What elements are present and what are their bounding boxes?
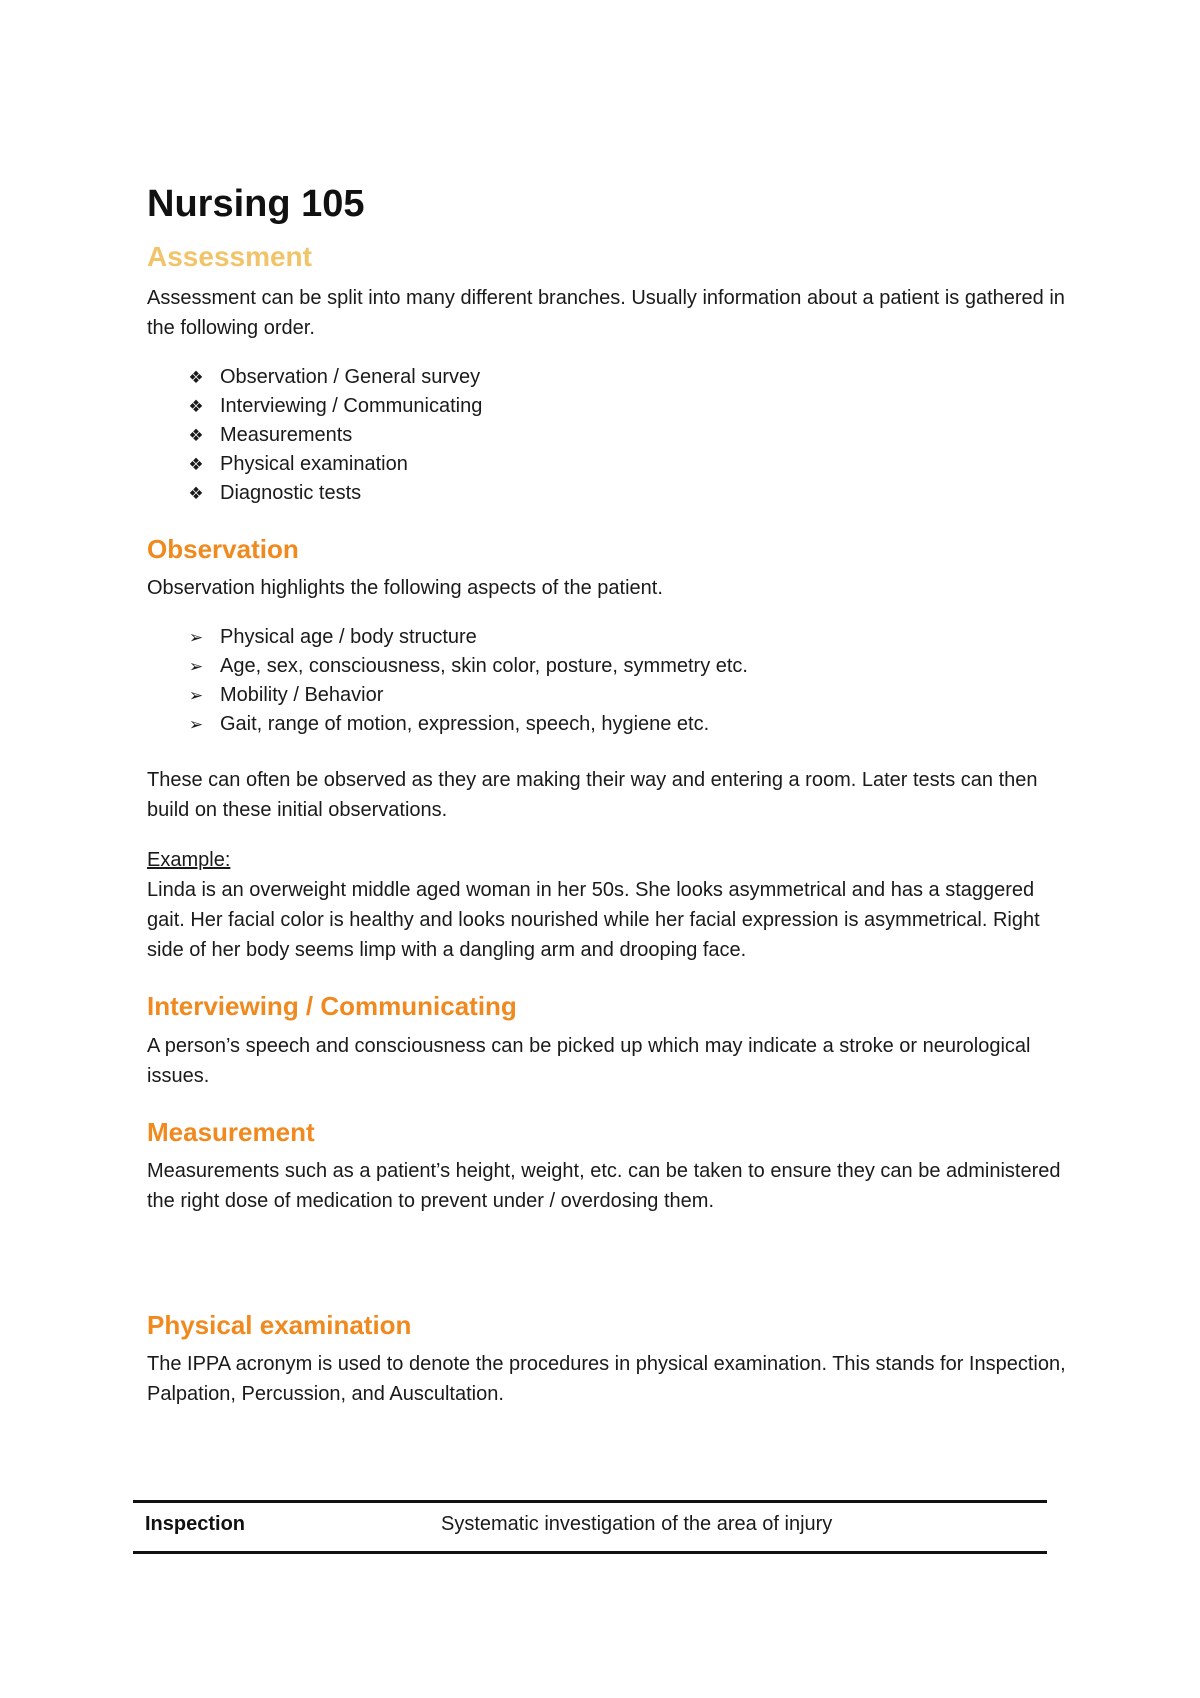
observation-intro: Observation highlights the following aspects of the patient. [147, 577, 663, 600]
arrow-bullet-icon: ➢ [188, 686, 204, 706]
assessment-heading: Assessment [147, 240, 312, 272]
list-item: ❖ Physical examination [147, 450, 1067, 479]
interviewing-heading: Interviewing / Communicating [147, 991, 517, 1022]
physical-exam-text: The IPPA acronym is used to denote the procedures in physical examination. This stands for Inspection, Palpation, Percussion, and Auscultation. [147, 1352, 1066, 1405]
ippa-table [133, 1500, 1047, 1554]
diamond-bullet-icon: ❖ [188, 426, 204, 446]
interviewing-text: A person’s speech and consciousness can be picked up which may indicate a stroke or neurological issues. [147, 1034, 1031, 1087]
observation-list [147, 623, 1067, 739]
table-row [133, 1503, 1047, 1551]
document-content [147, 182, 1067, 1409]
diamond-bullet-icon: ❖ [188, 455, 204, 475]
list-item: ❖ Observation / General survey [147, 363, 1067, 392]
spacer [147, 1216, 1067, 1310]
list-item: ➢ Age, sex, consciousness, skin color, posture, symmetry etc. [147, 652, 1067, 681]
document-title: Nursing 105 [147, 183, 365, 225]
arrow-bullet-icon: ➢ [188, 715, 204, 735]
diamond-bullet-icon: ❖ [188, 397, 204, 417]
list-item: ❖ Interviewing / Communicating [147, 392, 1067, 421]
list-item: ➢ Physical age / body structure [147, 623, 1067, 652]
list-item: ➢ Gait, range of motion, expression, speech, hygiene etc. [147, 710, 1067, 739]
assessment-list [147, 363, 1067, 508]
list-item: ❖ Diagnostic tests [147, 479, 1067, 508]
arrow-bullet-icon: ➢ [188, 657, 204, 677]
example-text: Linda is an overweight middle aged woman in her 50s. She looks asymmetrical and has a staggered gait. Her facial color is healthy and looks nourished while her facial expression is asymmetrical. Right side of her body seems limp with a dangling arm and drooping face. [147, 879, 1040, 962]
table-cell-term: Inspection [145, 1513, 246, 1535]
measurement-text: Measurements such as a patient’s height, weight, etc. can be taken to ensure they can be administered the right dose of medication to prevent under / overdosing them. [147, 1159, 1061, 1212]
measurement-heading: Measurement [147, 1116, 315, 1147]
spacer [147, 1091, 1067, 1117]
diamond-bullet-icon: ❖ [188, 484, 204, 504]
observation-heading: Observation [147, 534, 299, 565]
table-cell-definition: Systematic investigation of the area of injury [441, 1513, 833, 1535]
diamond-bullet-icon: ❖ [188, 368, 204, 388]
assessment-intro: Assessment can be split into many different branches. Usually information about a patient is gathered in the following order. [147, 287, 1065, 340]
observation-followup: These can often be observed as they are making their way and entering a room. Later tests can then build on these initial observations. [147, 769, 1038, 822]
list-item: ❖ Measurements [147, 421, 1067, 450]
spacer [147, 965, 1067, 991]
example-label: Example: [147, 849, 231, 872]
arrow-bullet-icon: ➢ [188, 628, 204, 648]
list-item: ➢ Mobility / Behavior [147, 681, 1067, 710]
physical-exam-heading: Physical examination [147, 1309, 412, 1340]
